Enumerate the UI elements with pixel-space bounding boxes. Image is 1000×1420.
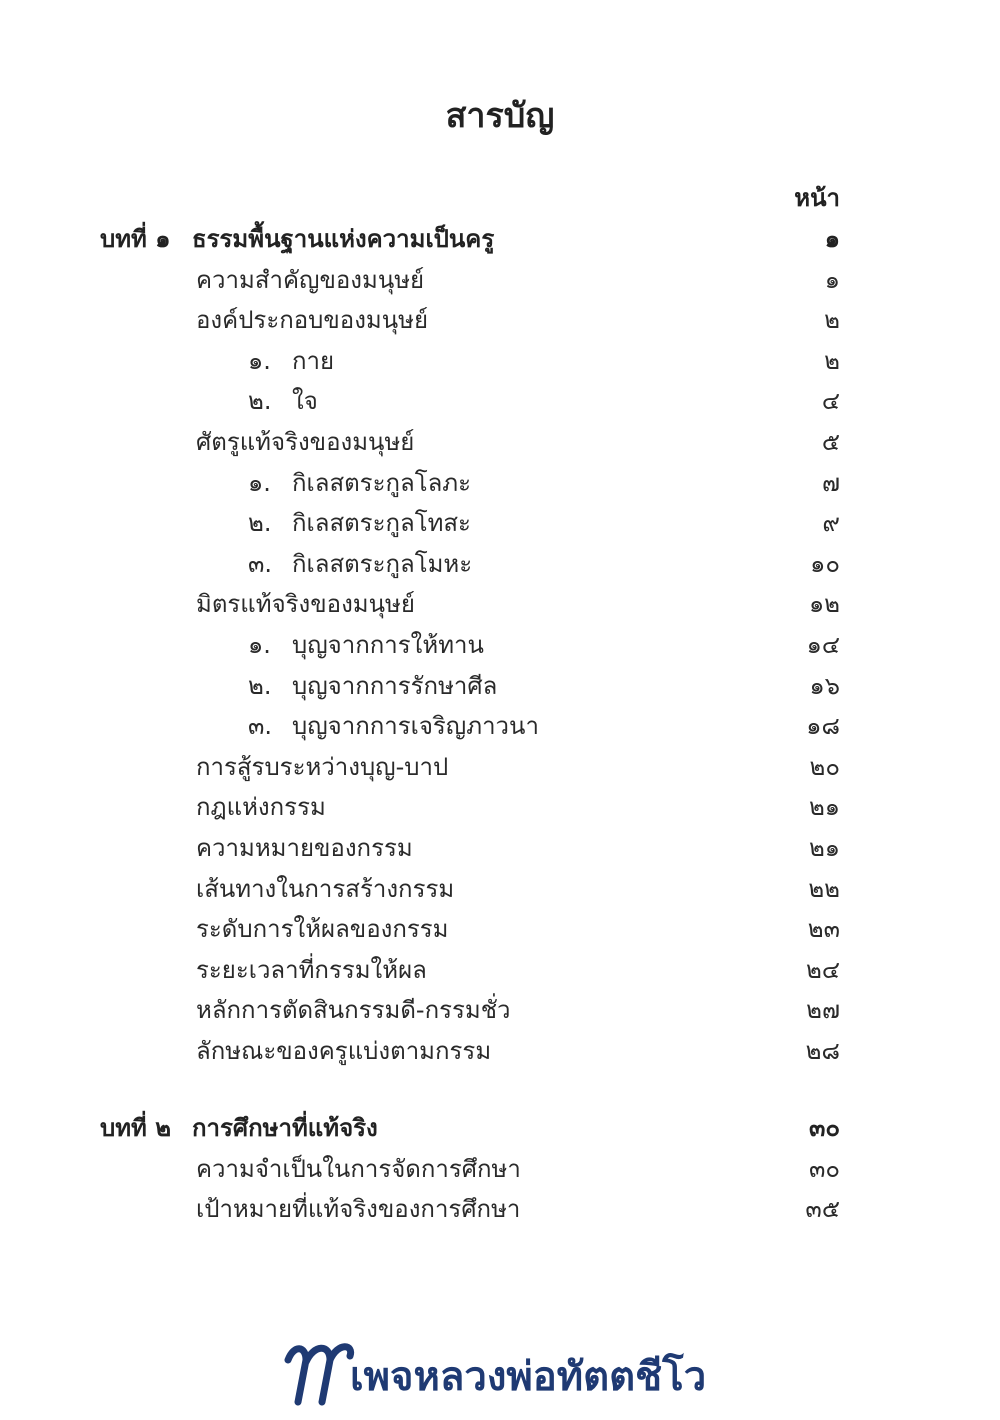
entry-page-number: ๒๑: [808, 834, 840, 862]
entry-page-number: ๓๐: [808, 1155, 840, 1183]
page-column-header: หน้า: [794, 184, 840, 212]
page-title: สารบัญ: [445, 96, 555, 136]
entry-title: [248, 463, 471, 503]
toc-section-entry[interactable]: [0, 1189, 1000, 1229]
entry-page-number: ๓๕: [805, 1195, 840, 1223]
entry-page-number: ๒๐: [809, 753, 840, 781]
entry-page-number: ๑๔: [806, 631, 840, 659]
toc-subsection-entry[interactable]: [0, 706, 1000, 746]
chapter-number: บทที่ ๑: [100, 225, 171, 253]
toc-section-entry[interactable]: [0, 584, 1000, 624]
toc-subsection-entry[interactable]: [0, 381, 1000, 421]
entry-text: ความหมายของกรรม: [196, 834, 413, 862]
toc-section-entry[interactable]: [0, 869, 1000, 909]
entry-number: ๑.: [248, 469, 271, 497]
entry-text: ใจ: [292, 387, 318, 415]
footer-brand[interactable]: [280, 1330, 740, 1410]
entry-text: ความสำคัญของมนุษย์: [196, 266, 425, 294]
entry-title: [196, 1031, 491, 1071]
entry-page-number: ๑๖: [809, 672, 840, 700]
entry-title: [248, 666, 497, 706]
entry-title: [196, 260, 424, 300]
toc-section-entry[interactable]: [0, 300, 1000, 340]
toc-subsection-entry[interactable]: [0, 463, 1000, 503]
entry-page-number: ๔: [821, 387, 840, 415]
entry-text: ระยะเวลาที่กรรมให้ผล: [196, 956, 427, 984]
entry-title: [196, 909, 448, 949]
toc-section-entry[interactable]: [0, 1031, 1000, 1071]
entry-title: [196, 422, 414, 462]
chapter-title: [100, 1108, 378, 1148]
entry-text: บุญจากการรักษาศีล: [292, 672, 498, 700]
entry-text: บุญจากการให้ทาน: [292, 631, 484, 659]
entry-text: เป้าหมายที่แท้จริงของการศึกษา: [196, 1195, 521, 1223]
entry-title: [196, 787, 326, 827]
entry-page-number: ๒๔: [806, 956, 840, 984]
toc-section-entry[interactable]: [0, 787, 1000, 827]
chapter-page-number: ๑: [824, 225, 840, 253]
entry-title: [248, 381, 318, 421]
entry-text: กฎแห่งกรรม: [196, 793, 326, 821]
entry-number: ๓.: [248, 712, 273, 740]
entry-text: มิตรแท้จริงของมนุษย์: [196, 590, 415, 618]
entry-page-number: ๒๗: [806, 996, 840, 1024]
toc-section-entry[interactable]: [0, 828, 1000, 868]
entry-page-number: ๗: [821, 469, 840, 497]
chapter-name: การศึกษาที่แท้จริง: [192, 1114, 378, 1142]
entry-text: ศัตรูแท้จริงของมนุษย์: [196, 428, 415, 456]
entry-page-number: ๒: [824, 347, 840, 375]
entry-text: กาย: [292, 347, 335, 375]
entry-page-number: ๑๘: [806, 712, 840, 740]
entry-number: ๒.: [248, 672, 272, 700]
entry-text: หลักการตัดสินกรรมดี-กรรมชั่ว: [196, 996, 511, 1024]
toc-subsection-entry[interactable]: [0, 503, 1000, 543]
entry-text: ระดับการให้ผลของกรรม: [196, 915, 449, 943]
entry-page-number: ๕: [821, 428, 840, 456]
footer-text: เพจหลวงพ่อทัตตชีโว: [350, 1354, 707, 1400]
entry-title: [248, 341, 334, 381]
entry-page-number: ๑: [824, 266, 840, 294]
entry-text: การสู้รบระหว่างบุญ-บาป: [196, 753, 449, 781]
toc-subsection-entry[interactable]: [0, 625, 1000, 665]
chapter-name: ธรรมพื้นฐานแห่งความเป็นครู: [192, 225, 495, 253]
entry-page-number: ๒๘: [805, 1037, 840, 1065]
toc-subsection-entry[interactable]: [0, 341, 1000, 381]
toc-section-entry[interactable]: [0, 1149, 1000, 1189]
entry-text: กิเลสตระกูลโทสะ: [292, 509, 471, 537]
entry-title: [248, 706, 539, 746]
entry-title: [196, 990, 510, 1030]
entry-title: [196, 584, 415, 624]
toc-subsection-entry[interactable]: [0, 544, 1000, 584]
entry-title: [248, 544, 472, 584]
chapter-number: บทที่ ๒: [100, 1114, 172, 1142]
toc-section-entry[interactable]: [0, 990, 1000, 1030]
chapter-page-number: ๓๐: [808, 1114, 840, 1142]
entry-title: [196, 950, 427, 990]
entry-title: [196, 1149, 521, 1189]
entry-number: ๒.: [248, 387, 272, 415]
entry-number: ๓.: [248, 550, 273, 578]
entry-number: ๒.: [248, 509, 272, 537]
entry-text: ความจำเป็นในการจัดการศึกษา: [196, 1155, 521, 1183]
entry-title: [248, 625, 484, 665]
entry-title: [196, 300, 428, 340]
chapter-heading[interactable]: [0, 219, 1000, 259]
entry-page-number: ๑๐: [810, 550, 840, 578]
toc-subsection-entry[interactable]: [0, 666, 1000, 706]
toc-section-entry[interactable]: [0, 950, 1000, 990]
entry-page-number: ๒: [824, 306, 840, 334]
entry-number: ๑.: [248, 631, 271, 659]
toc-section-entry[interactable]: [0, 260, 1000, 300]
entry-text: กิเลสตระกูลโมหะ: [292, 550, 473, 578]
entry-page-number: ๒๑: [808, 793, 840, 821]
entry-title: [248, 503, 471, 543]
toc-section-entry[interactable]: [0, 909, 1000, 949]
entry-text: ลักษณะของครูแบ่งตามกรรม: [196, 1037, 492, 1065]
entry-title: [196, 1189, 520, 1229]
chapter-title: [100, 219, 494, 259]
entry-number: ๑.: [248, 347, 271, 375]
entry-title: [196, 869, 454, 909]
entry-title: [196, 828, 413, 868]
chapter-heading[interactable]: [0, 1108, 1000, 1148]
entry-page-number: ๒๓: [807, 915, 840, 943]
entry-text: กิเลสตระกูลโลภะ: [292, 469, 472, 497]
entry-page-number: ๙: [822, 509, 840, 537]
entry-text: องค์ประกอบของมนุษย์: [196, 306, 429, 334]
brand-logo-icon: [280, 1330, 360, 1410]
entry-text: เส้นทางในการสร้างกรรม: [196, 875, 455, 903]
entry-page-number: ๑๒: [808, 590, 840, 618]
toc-section-entry[interactable]: [0, 422, 1000, 462]
toc-section-entry[interactable]: [0, 747, 1000, 787]
entry-page-number: ๒๒: [808, 875, 840, 903]
entry-title: [196, 747, 448, 787]
entry-text: บุญจากการเจริญภาวนา: [292, 712, 539, 740]
